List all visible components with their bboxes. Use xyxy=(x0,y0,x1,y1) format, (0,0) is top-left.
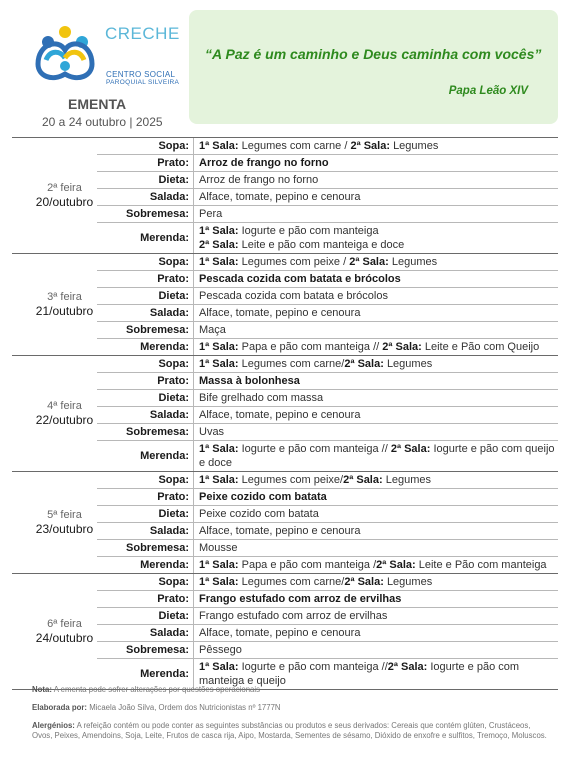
day-name: 6ª feira xyxy=(47,618,82,630)
row-label: Dieta: xyxy=(97,390,194,406)
row-label: Sobremesa: xyxy=(97,322,194,338)
sopa-sala1: Legumes com carne/ xyxy=(241,576,345,588)
ementa-title: EMENTA xyxy=(68,96,127,112)
menu-row-salada xyxy=(97,523,558,540)
row-label: Sobremesa: xyxy=(97,642,194,658)
row-label: Prato: xyxy=(97,271,194,287)
menu-row-merenda xyxy=(97,441,558,471)
day-name: 5ª feira xyxy=(47,509,82,521)
sobremesa-value: Maça xyxy=(199,324,226,336)
sopa-sala2: Legumes xyxy=(391,256,438,268)
elaborated-label: Elaborada por: xyxy=(32,703,88,712)
sala1-label: 1ª Sala: xyxy=(199,474,239,486)
menu-row-salada xyxy=(97,189,558,206)
salada-value: Alface, tomate, pepino e cenoura xyxy=(199,307,361,319)
menu-table xyxy=(12,137,558,690)
row-label: Merenda: xyxy=(97,223,194,253)
sala1-label: 1ª Sala: xyxy=(199,576,239,588)
menu-row-salada xyxy=(97,625,558,642)
brand-subtitle-2: PAROQUIAL SILVEIRA xyxy=(106,79,180,86)
dieta-value: Bife grelhado com massa xyxy=(199,392,324,404)
sala2-label: 2ª Sala: xyxy=(382,341,422,353)
menu-row-merenda xyxy=(97,339,558,355)
sala1-label: 1ª Sala: xyxy=(199,443,239,455)
prato-value: Massa à bolonhesa xyxy=(199,375,300,387)
merenda-sala2: Iogurte e pão com manteiga e queijo xyxy=(199,661,520,687)
menu-row-sopa xyxy=(97,472,558,489)
sala1-label: 1ª Sala: xyxy=(199,559,239,571)
day-name: 3ª feira xyxy=(47,291,82,303)
menu-row-sopa xyxy=(97,254,558,271)
day-block xyxy=(12,253,558,355)
sala2-label: 2ª Sala: xyxy=(387,661,428,673)
menu-row-dieta xyxy=(97,288,558,305)
sala2-label: 2ª Sala: xyxy=(350,140,390,152)
quote-author: Papa Leão XIV xyxy=(448,85,528,97)
sala2-label: 2ª Sala: xyxy=(344,358,384,370)
creche-logo-icon xyxy=(28,24,102,86)
sopa-sala2: Legumes xyxy=(386,358,433,370)
day-date: 20/outubro xyxy=(35,195,94,209)
footer-notes xyxy=(32,685,552,749)
row-value xyxy=(194,138,558,154)
quote-box xyxy=(189,10,558,124)
row-label: Prato: xyxy=(97,155,194,171)
day-date: 23/outubro xyxy=(35,522,94,536)
day-block xyxy=(12,573,558,690)
day-date: 22/outubro xyxy=(35,413,94,427)
sopa-sala1: Legumes com carne / xyxy=(241,140,348,152)
row-label: Prato: xyxy=(97,489,194,505)
menu-row-salada xyxy=(97,407,558,424)
day-label xyxy=(12,574,117,689)
dieta-value: Pescada cozida com batata e brócolos xyxy=(199,290,388,302)
row-value xyxy=(194,223,558,253)
note-text: A ementa pode sofrer alterações por questões operacionais xyxy=(53,685,261,694)
sala1-label: 1ª Sala: xyxy=(199,140,239,152)
row-label: Salada: xyxy=(97,407,194,423)
sala2-label: 2ª Sala: xyxy=(199,239,239,251)
day-block xyxy=(12,137,558,253)
day-name: 2ª feira xyxy=(47,182,82,194)
day-date: 21/outubro xyxy=(35,304,94,318)
merenda-sala2: Leite e Pão com manteiga xyxy=(418,559,547,571)
salada-value: Alface, tomate, pepino e cenoura xyxy=(199,409,361,421)
row-label: Sopa: xyxy=(97,574,194,590)
prato-value: Peixe cozido com batata xyxy=(199,491,327,503)
day-label xyxy=(12,356,117,471)
note-label: Nota: xyxy=(32,685,52,694)
menu-row-sopa xyxy=(97,138,558,155)
row-label: Merenda: xyxy=(97,339,194,355)
brand-title: CRECHE xyxy=(105,24,180,43)
elaborated-text: Micaela João Silva, Ordem dos Nutricionistas nº 1777N xyxy=(89,703,281,712)
menu-row-prato xyxy=(97,373,558,390)
row-label: Prato: xyxy=(97,591,194,607)
menu-row-sobremesa xyxy=(97,540,558,557)
row-label: Sopa: xyxy=(97,356,194,372)
brand-subtitle-1: CENTRO SOCIAL xyxy=(106,70,176,79)
menu-row-prato xyxy=(97,155,558,172)
menu-row-sopa xyxy=(97,356,558,373)
row-label: Dieta: xyxy=(97,608,194,624)
prato-value: Arroz de frango no forno xyxy=(199,157,329,169)
row-label: Merenda: xyxy=(97,441,194,471)
sopa-sala2: Legumes xyxy=(393,140,439,152)
menu-row-sobremesa xyxy=(97,206,558,223)
dieta-value: Peixe cozido com batata xyxy=(199,508,319,520)
salada-value: Alface, tomate, pepino e cenoura xyxy=(199,627,361,639)
row-value xyxy=(194,356,558,372)
row-value xyxy=(194,557,558,573)
menu-row-merenda xyxy=(97,557,558,573)
sopa-sala1: Legumes com peixe / xyxy=(241,256,347,268)
row-value xyxy=(194,254,558,270)
row-label: Prato: xyxy=(97,373,194,389)
row-value xyxy=(194,472,558,488)
prato-value: Frango estufado com arroz de ervilhas xyxy=(199,593,402,605)
dieta-value: Arroz de frango no forno xyxy=(199,174,319,186)
day-label xyxy=(12,472,117,573)
menu-row-dieta xyxy=(97,608,558,625)
sala1-label: 1ª Sala: xyxy=(199,341,239,353)
note-line xyxy=(32,685,552,695)
sala2-label: 2ª Sala: xyxy=(390,443,431,455)
day-name: 4ª feira xyxy=(47,400,82,412)
row-label: Salada: xyxy=(97,625,194,641)
row-label: Salada: xyxy=(97,305,194,321)
menu-row-sobremesa xyxy=(97,424,558,441)
salada-value: Alface, tomate, pepino e cenoura xyxy=(199,525,361,537)
day-label xyxy=(12,138,117,253)
menu-row-prato xyxy=(97,591,558,608)
menu-row-dieta xyxy=(97,172,558,189)
sobremesa-value: Pêssego xyxy=(199,644,242,656)
sala2-label: 2ª Sala: xyxy=(343,474,383,486)
merenda-sala2: Leite e Pão com Queijo xyxy=(424,341,540,353)
merenda-sala1: Papa e pão com manteiga // xyxy=(241,341,380,353)
sala1-label: 1ª Sala: xyxy=(199,358,239,370)
sala1-label: 1ª Sala: xyxy=(199,256,239,268)
row-label: Sopa: xyxy=(97,138,194,154)
merenda-sala2: Leite e pão com manteiga e doce xyxy=(241,239,405,251)
sobremesa-value: Mousse xyxy=(199,542,238,554)
row-label: Merenda: xyxy=(97,557,194,573)
day-date: 24/outubro xyxy=(35,631,94,645)
menu-row-dieta xyxy=(97,506,558,523)
merenda-sala1: Papa e pão com manteiga / xyxy=(241,559,377,571)
row-label: Sobremesa: xyxy=(97,424,194,440)
sala1-label: 1ª Sala: xyxy=(199,661,239,673)
sopa-sala2: Legumes xyxy=(386,576,433,588)
row-value xyxy=(194,339,558,355)
sopa-sala1: Legumes com carne/ xyxy=(241,358,345,370)
row-label: Sopa: xyxy=(97,472,194,488)
salada-value: Alface, tomate, pepino e cenoura xyxy=(199,191,361,203)
elaborated-line xyxy=(32,703,552,713)
merenda-sala1: Iogurte e pão com manteiga // xyxy=(241,661,388,673)
menu-row-salada xyxy=(97,305,558,322)
quote-text: “A Paz é um caminho e Deus caminha com vocês” xyxy=(205,46,542,62)
row-label: Salada: xyxy=(97,523,194,539)
sala2-label: 2ª Sala: xyxy=(349,256,389,268)
row-label: Merenda: xyxy=(97,659,194,689)
day-block xyxy=(12,355,558,471)
sopa-sala1: Legumes com peixe/ xyxy=(241,474,344,486)
prato-value: Pescada cozida com batata e brócolos xyxy=(199,273,401,285)
row-label: Dieta: xyxy=(97,506,194,522)
row-label: Sobremesa: xyxy=(97,540,194,556)
menu-row-sobremesa xyxy=(97,322,558,339)
merenda-sala2: Iogurte e pão com queijo e doce xyxy=(199,443,555,469)
row-value xyxy=(194,574,558,590)
menu-row-dieta xyxy=(97,390,558,407)
menu-row-prato xyxy=(97,489,558,506)
dieta-value: Frango estufado com arroz de ervilhas xyxy=(199,610,388,622)
row-label: Dieta: xyxy=(97,172,194,188)
row-value xyxy=(194,441,558,471)
day-block xyxy=(12,471,558,573)
row-label: Salada: xyxy=(97,189,194,205)
sobremesa-value: Pera xyxy=(199,208,223,220)
allergens-label: Alergénios: xyxy=(32,721,75,730)
row-label: Sobremesa: xyxy=(97,206,194,222)
menu-row-prato xyxy=(97,271,558,288)
row-label: Dieta: xyxy=(97,288,194,304)
merenda-sala1: Iogurte e pão com manteiga // xyxy=(241,443,388,455)
row-label: Sopa: xyxy=(97,254,194,270)
ementa-date: 20 a 24 outubro | 2025 xyxy=(42,115,163,129)
allergens-text: A refeição contém ou pode conter as seguintes substâncias ou produtos e seus derivados: Cereais que contém glúten, Crustáceos, Ovos, Peixes, Amendoins, Soja, Leite, Frutos de casca rija, Aipo, Mostarda, Sementes de sésamo, Dióxido de enxofre e sulfitos, Tremoço, Moluscos. xyxy=(32,721,547,740)
sopa-sala2: Legumes xyxy=(385,474,431,486)
merenda-sala1: Iogurte e pão com manteiga xyxy=(241,225,379,237)
header xyxy=(0,0,566,140)
sobremesa-value: Uvas xyxy=(199,426,225,438)
menu-row-sopa xyxy=(97,574,558,591)
sala2-label: 2ª Sala: xyxy=(376,559,416,571)
menu-row-merenda xyxy=(97,223,558,253)
sala2-label: 2ª Sala: xyxy=(344,576,384,588)
menu-row-sobremesa xyxy=(97,642,558,659)
day-label xyxy=(12,254,117,355)
allergens-line xyxy=(32,721,552,741)
sala1-label: 1ª Sala: xyxy=(199,225,239,237)
